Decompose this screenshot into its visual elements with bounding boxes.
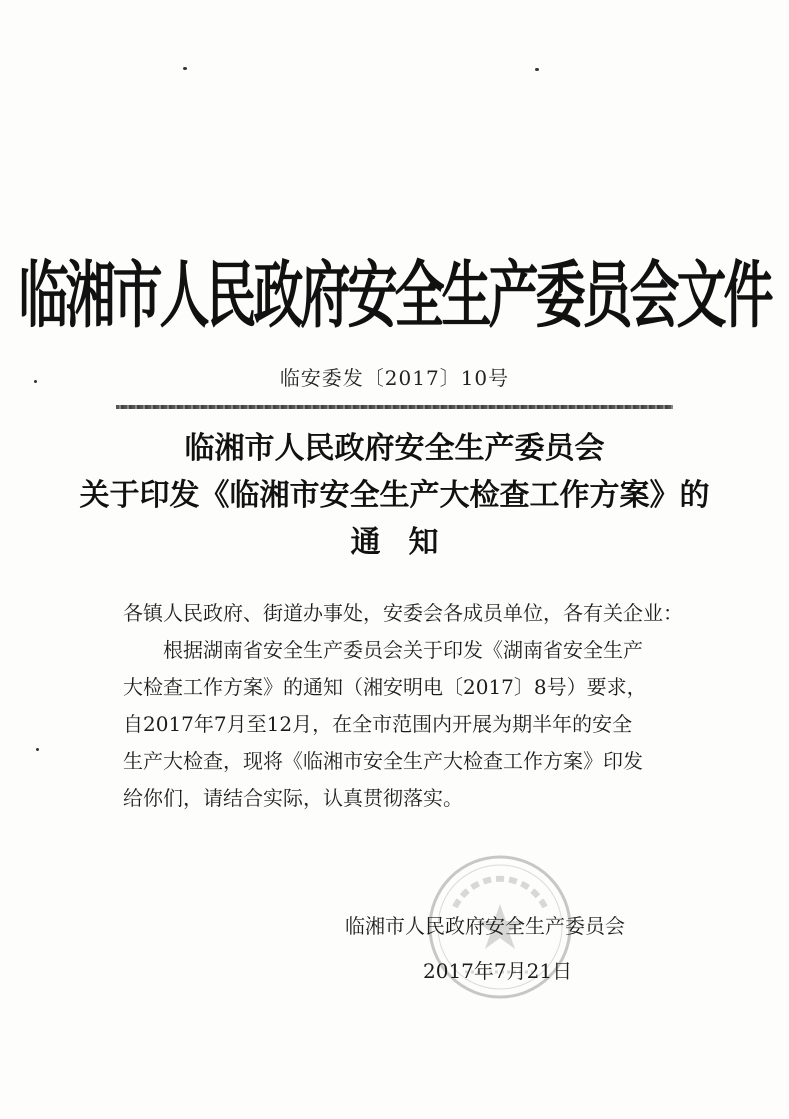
scan-speck xyxy=(535,68,539,71)
document-number: 临安委发〔2017〕10号 xyxy=(279,366,510,390)
scan-speck xyxy=(183,67,187,70)
body-line-5: 给你们，请结合实际，认真贯彻落实。 xyxy=(123,786,463,810)
subject-line-3: 通知 xyxy=(350,525,467,560)
body-paragraph xyxy=(123,632,683,817)
subject-line-2: 关于印发《临湘市安全生产大检查工作方案》的 xyxy=(79,478,710,513)
salutation: 各镇人民政府、街道办事处，安委会各成员单位，各有关企业： xyxy=(123,601,683,625)
body-line-4: 生产大检查，现将《临湘市安全生产大检查工作方案》印发 xyxy=(123,749,643,773)
issue-date: 2017年7月21日 xyxy=(423,959,573,983)
header-divider xyxy=(116,405,673,409)
subject-line-1: 临湘市人民政府安全生产委员会 xyxy=(184,431,605,466)
issuer-signature: 临湘市人民政府安全生产委员会 xyxy=(345,914,625,938)
body-line-1: 根据湖南省安全生产委员会关于印发《湖南省安全生产 xyxy=(163,638,643,662)
body-line-3: 自2017年7月至12月，在全市范围内开展为期半年的安全 xyxy=(123,712,633,736)
body-line-2: 大检查工作方案》的通知（湘安明电〔2017〕8号）要求， xyxy=(123,675,647,699)
document-header-title: 临湘市人民政府安全生产委员会文件 xyxy=(18,253,771,339)
scan-speck xyxy=(36,748,39,751)
